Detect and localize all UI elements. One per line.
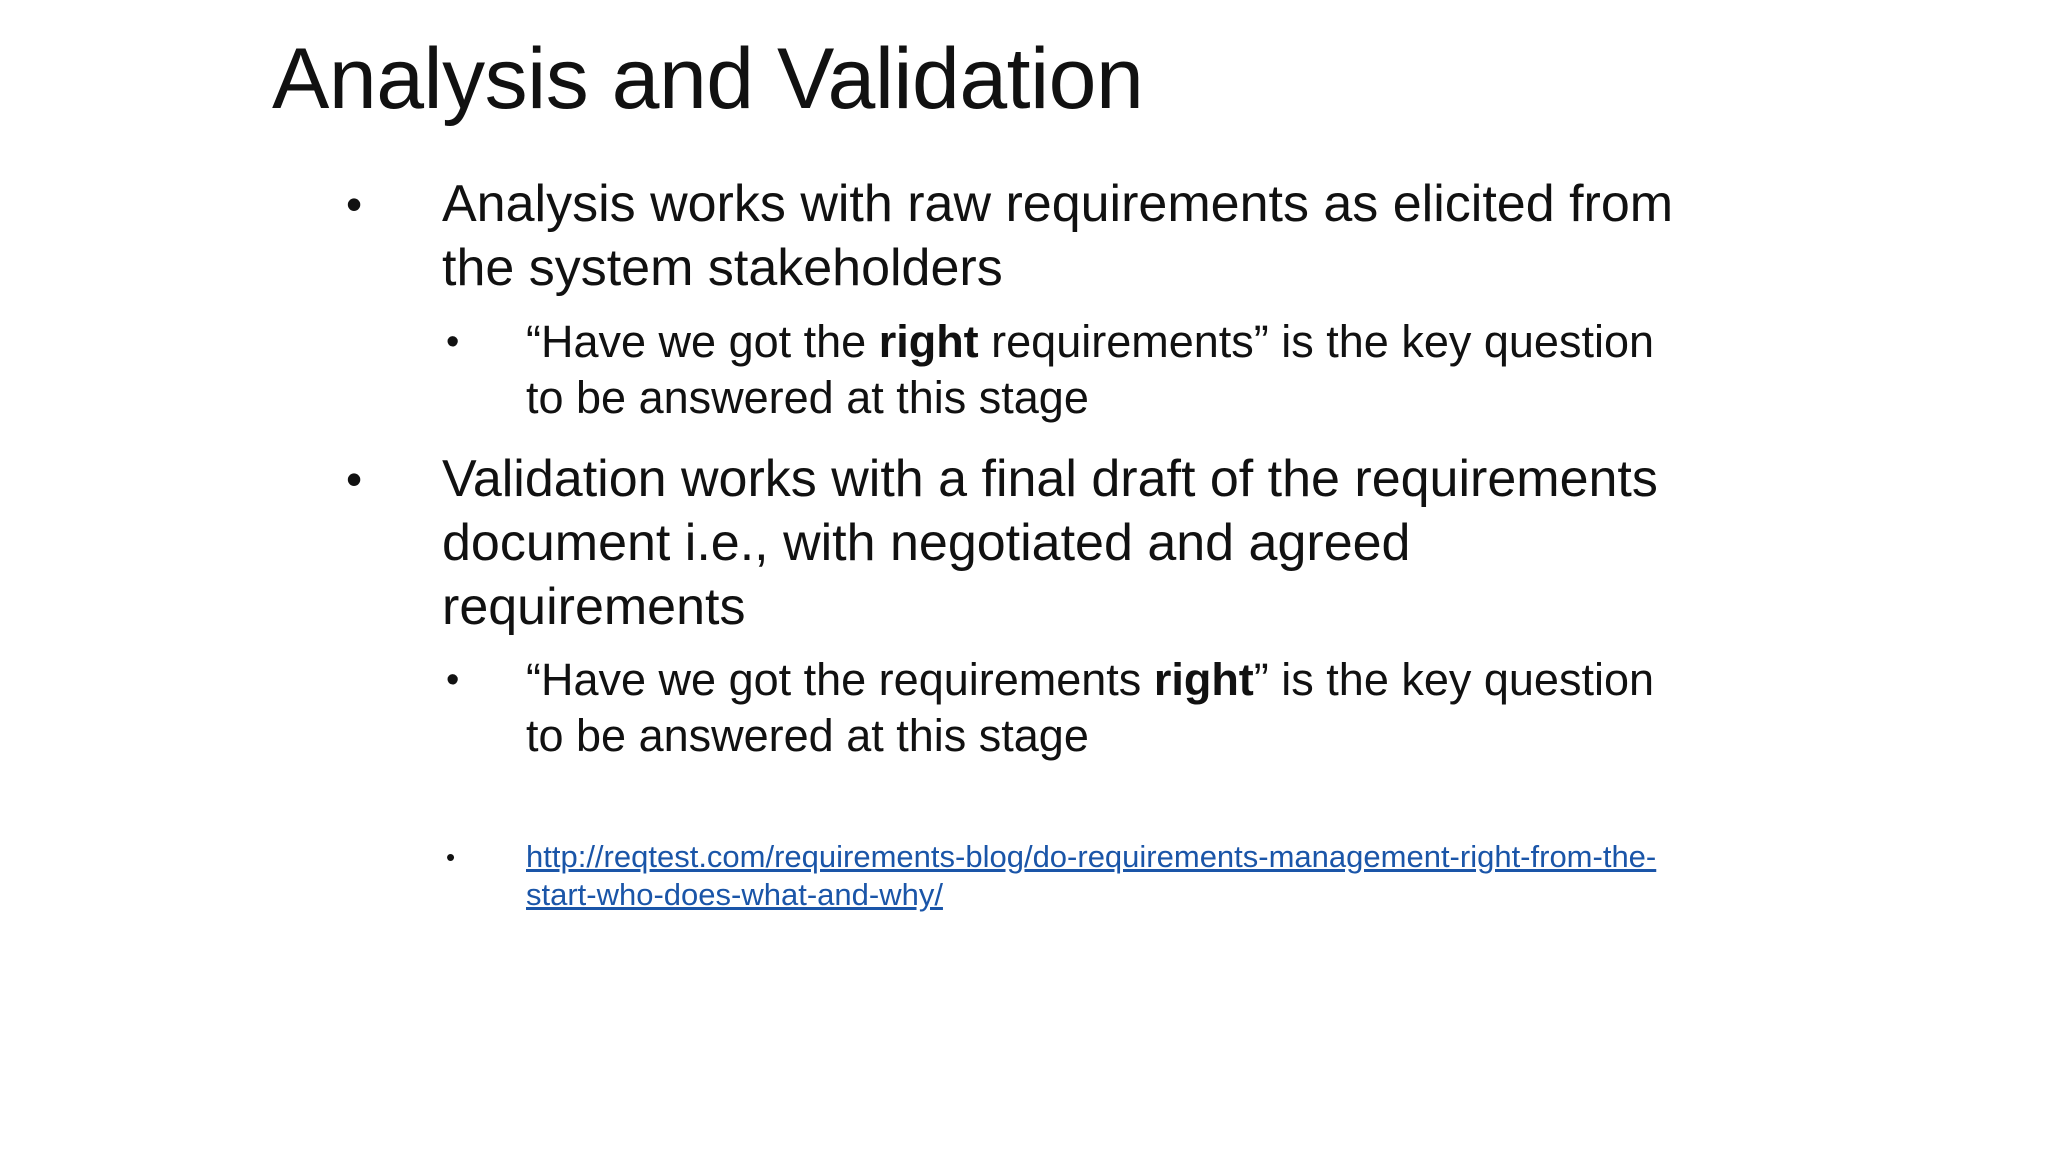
bullet-validation	[346, 447, 1676, 639]
slide-title: Analysis and Validation	[272, 31, 1144, 127]
sub-bullet-text	[526, 314, 1676, 426]
bullet-analysis	[346, 172, 1676, 300]
bullet-dot: •	[446, 842, 456, 872]
sub-bullet-emphasis: right	[878, 316, 979, 367]
bullet-reference-link	[446, 838, 1706, 914]
reference-link[interactable]: http://reqtest.com/requirements-blog/do-requirements-management-right-from-the-start-who-does-what-and-why/	[526, 839, 1657, 912]
bullet-text: Validation works with a final draft of the requirements document i.e., with negotiated and agreed requirements	[442, 450, 1658, 636]
bullet-dot: •	[346, 178, 363, 230]
sub-bullet-text	[526, 652, 1676, 764]
bullet-dot: •	[446, 659, 460, 701]
sub-bullet-emphasis: right	[1153, 654, 1254, 705]
sub-bullet-text-end: requirements” is the key question to be answered at this stage	[526, 316, 1655, 423]
sub-bullet-text-start: “Have we got the	[526, 316, 879, 367]
bullet-dot: •	[446, 321, 460, 363]
bullet-dot: •	[346, 453, 363, 505]
sub-bullet-analysis-question	[446, 314, 1676, 426]
sub-bullet-text-end: ” is the key question to be answered at this stage	[526, 654, 1655, 761]
sub-bullet-validation-question	[446, 652, 1676, 764]
sub-bullet-text-start: “Have we got the requirements	[526, 654, 1154, 705]
bullet-text: Analysis works with raw requirements as elicited from the system stakeholders	[442, 175, 1674, 297]
